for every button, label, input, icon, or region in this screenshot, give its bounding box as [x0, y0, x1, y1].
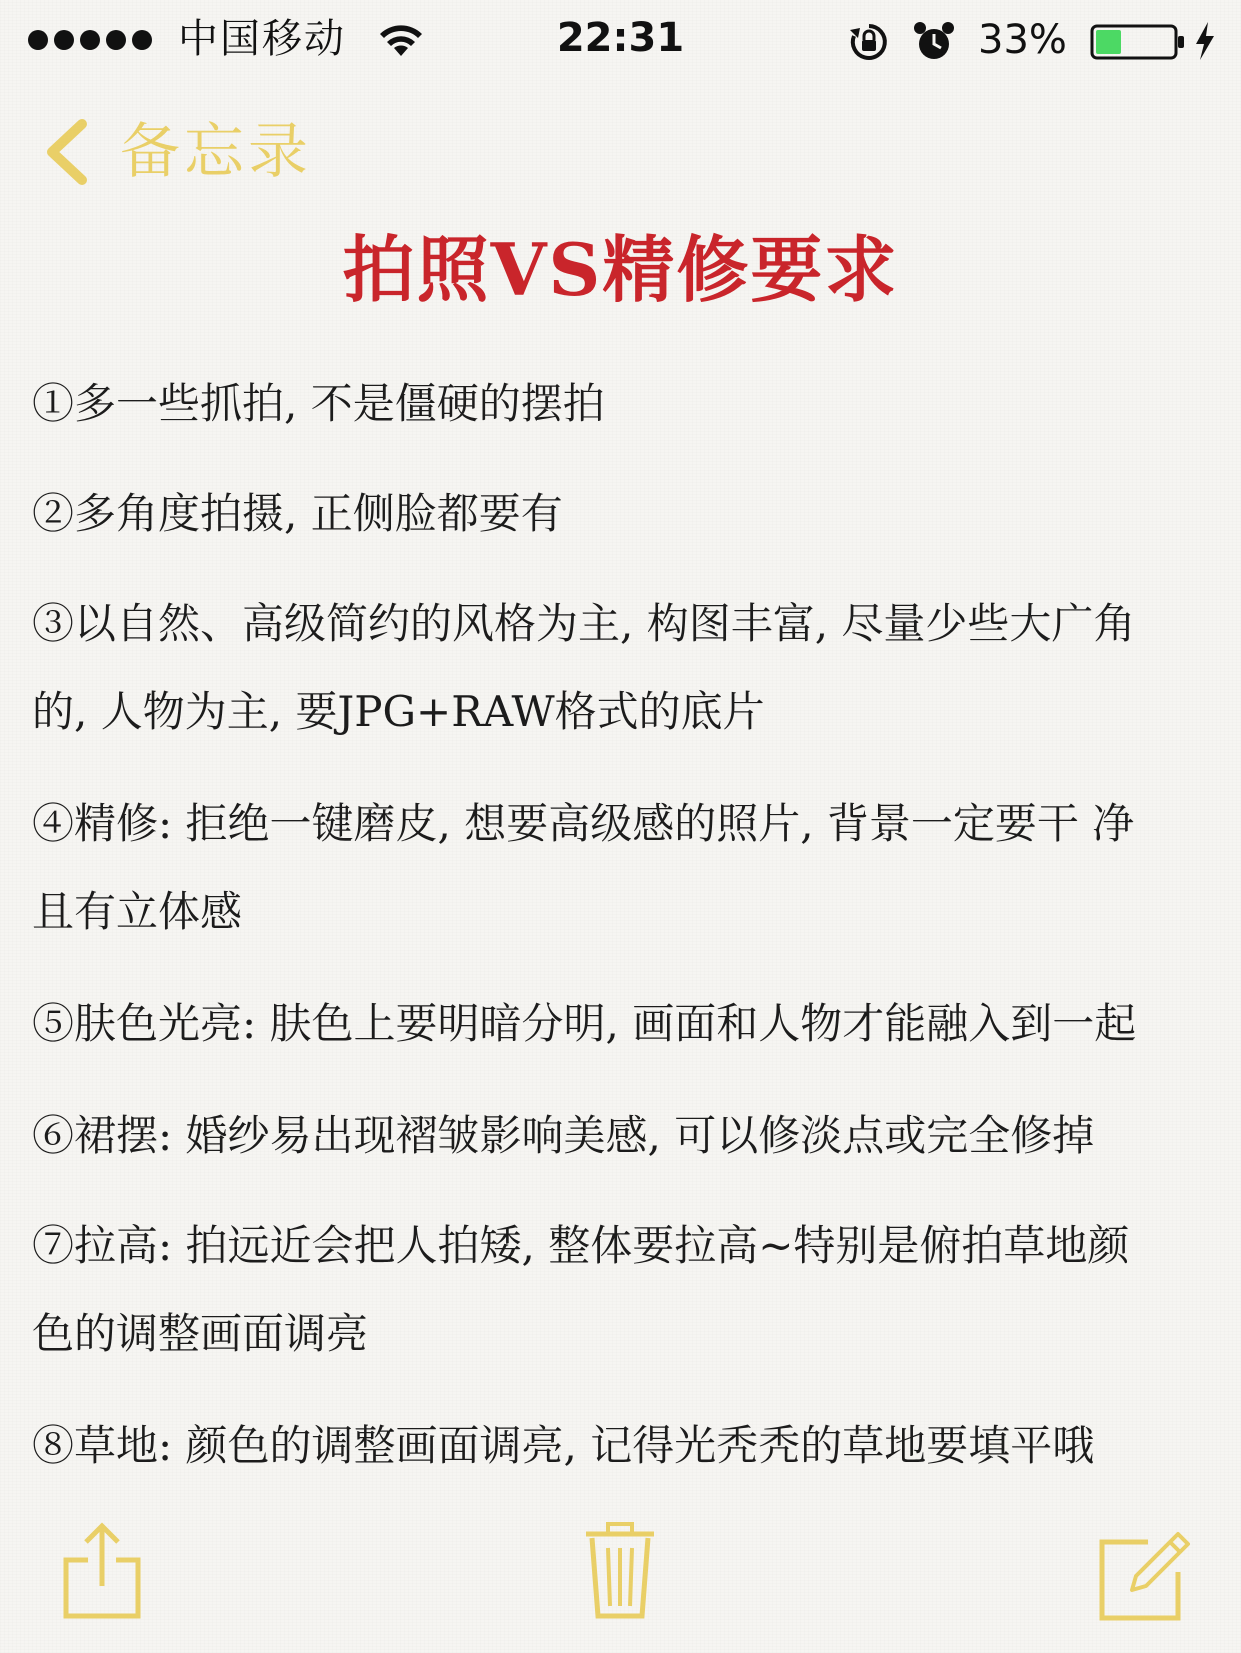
- share-icon: [62, 1520, 142, 1620]
- note-line: 色的调整画面调亮: [32, 1309, 369, 1358]
- note-line: ⑤肤色光亮: 肤色上要明暗分明, 画面和人物才能融入到一起: [32, 999, 1137, 1048]
- share-button[interactable]: [62, 1520, 142, 1620]
- note-line: ③以自然、高级简约的风格为主, 构图丰富, 尽量少些大广角: [32, 599, 1136, 648]
- carrier-name: 中国移动: [178, 16, 346, 62]
- trash-button[interactable]: [582, 1518, 658, 1622]
- note-line: ②多角度拍摄, 正侧脸都要有: [32, 489, 563, 538]
- note-line: ⑦拉高: 拍远近会把人拍矮, 整体要拉高~特别是俯拍草地颜: [32, 1221, 1130, 1270]
- status-time: 22:31: [556, 15, 685, 61]
- back-button-label: 备忘录: [120, 117, 312, 187]
- note-line: 的, 人物为主, 要JPG+RAW格式的底片: [32, 687, 765, 736]
- alarm-icon: [912, 20, 956, 62]
- note-line: ①多一些抓拍, 不是僵硬的摆拍: [32, 379, 605, 428]
- chevron-left-icon: [40, 118, 92, 186]
- note-line: ⑥裙摆: 婚纱易出现褶皱影响美感, 可以修淡点或完全修掉: [32, 1111, 1095, 1160]
- note-line: ⑧草地: 颜色的调整画面调亮, 记得光秃秃的草地要填平哦: [32, 1421, 1095, 1470]
- status-bar: [0, 0, 1241, 80]
- note-title: 拍照VS精修要求: [342, 227, 899, 312]
- charging-bolt-icon: [1192, 20, 1218, 62]
- rotation-lock-icon: [848, 22, 890, 62]
- trash-icon: [582, 1518, 658, 1622]
- battery-icon: [1090, 24, 1186, 60]
- compose-icon: [1098, 1528, 1190, 1622]
- battery-percent: 33%: [978, 17, 1067, 63]
- compose-button[interactable]: [1098, 1528, 1190, 1622]
- back-button[interactable]: [40, 112, 312, 192]
- note-line: 且有立体感: [32, 887, 243, 936]
- note-line: ④精修: 拒绝一键磨皮, 想要高级感的照片, 背景一定要干 净: [32, 799, 1135, 848]
